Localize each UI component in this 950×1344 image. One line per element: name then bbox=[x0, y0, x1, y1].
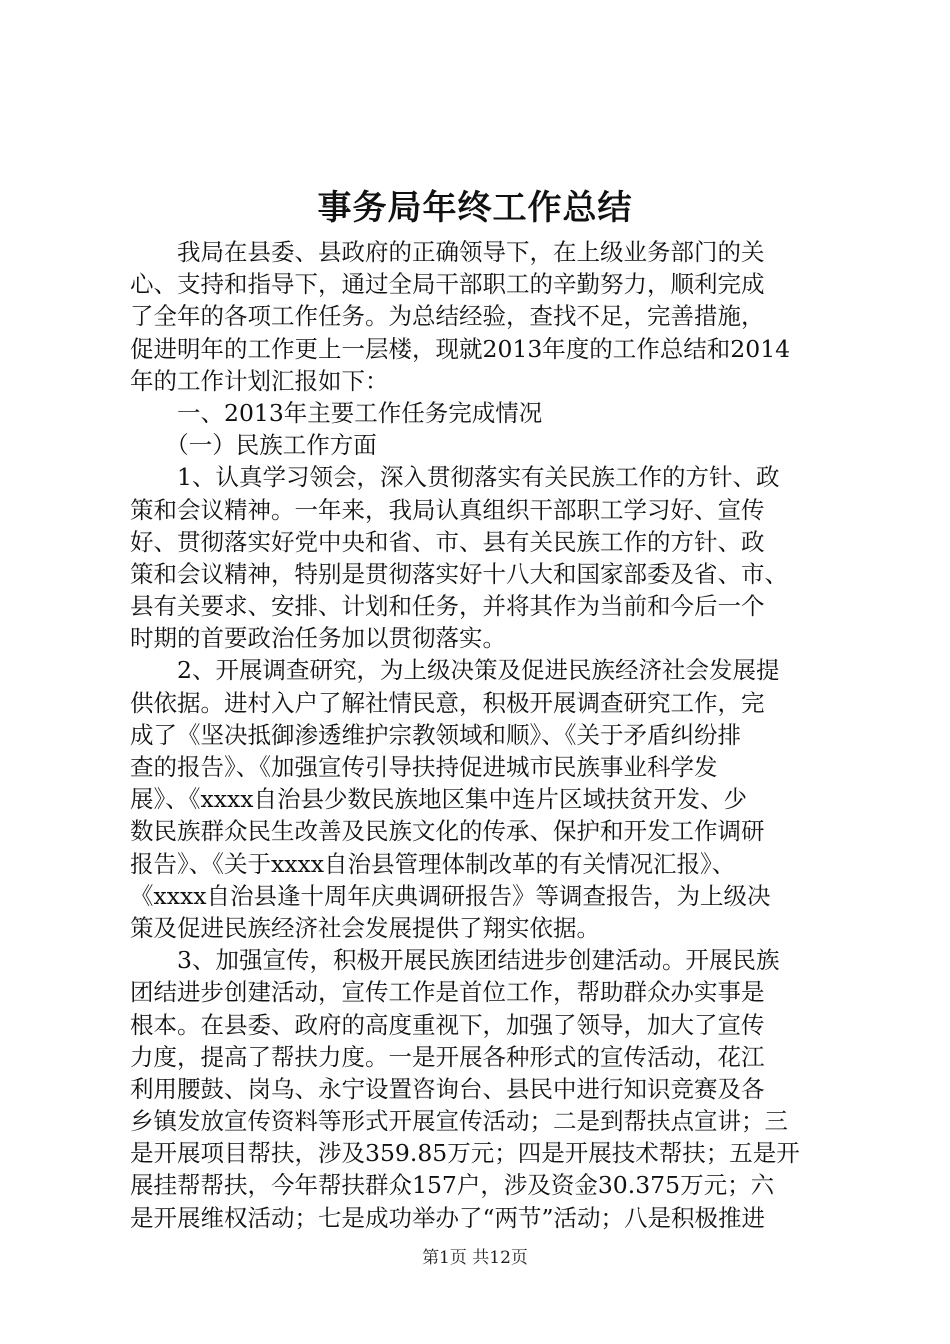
text-line: 是开展维权活动；七是成功举办了“两节”活动；八是积极推进 bbox=[130, 1203, 766, 1232]
text-line: 展》、《xxxx自治县少数民族地区集中连片区域扶贫开发、少 bbox=[130, 785, 748, 814]
text-line: 团结进步创建活动，宣传工作是首位工作，帮助群众办实事是 bbox=[130, 978, 765, 1007]
text-line: 是开展项目帮扶，涉及359.85万元；四是开展技术帮扶；五是开 bbox=[130, 1139, 800, 1168]
text-line: 利用腰鼓、岗乌、永宁设置咨询台、县民中进行知识竞赛及各 bbox=[130, 1074, 765, 1103]
text-line: 策和会议精神。一年来，我局认真组织干部职工学习好、宣传 bbox=[130, 495, 765, 524]
subsection-heading: （一）民族工作方面 bbox=[130, 431, 377, 460]
text-line: 根本。在县委、政府的高度重视下，加强了领导，加大了宣传 bbox=[130, 1010, 765, 1039]
text-line: 县有关要求、安排、计划和任务，并将其作为当前和今后一个 bbox=[130, 592, 765, 621]
text-line: 供依据。进村入户了解社情民意，积极开展调查研究工作，完 bbox=[130, 688, 765, 717]
text-line: 好、贯彻落实好党中央和省、市、县有关民族工作的方针、政 bbox=[130, 527, 765, 556]
text-line: 策及促进民族经济社会发展提供了翔实依据。 bbox=[130, 913, 600, 942]
document-title: 事务局年终工作总结 bbox=[317, 188, 633, 228]
text-line: 2、开展调查研究，为上级决策及促进民族经济社会发展提 bbox=[130, 656, 780, 685]
text-line: 3、加强宣传，积极开展民族团结进步创建活动。开展民族 bbox=[130, 946, 780, 975]
text-line: 展挂帮帮扶，今年帮扶群众157户，涉及资金30.375万元；六 bbox=[130, 1171, 775, 1200]
text-line: 乡镇发放宣传资料等形式开展宣传活动；二是到帮扶点宣讲；三 bbox=[130, 1107, 788, 1136]
text-line: 成了《坚决抵御渗透维护宗教领域和顺》、《关于矛盾纠纷排 bbox=[130, 720, 741, 749]
text-line: 1、认真学习领会，深入贯彻落实有关民族工作的方针、政 bbox=[130, 463, 780, 492]
text-line: 了全年的各项工作任务。为总结经验，查找不足，完善措施， bbox=[130, 302, 765, 331]
text-line: 查的报告》、《加强宣传引导扶持促进城市民族事业科学发 bbox=[130, 753, 718, 781]
text-line: 心、支持和指导下，通过全局干部职工的辛勤努力，顺利完成 bbox=[130, 270, 765, 299]
text-line: 时期的首要政治任务加以贯彻落实。 bbox=[130, 624, 506, 653]
text-line: 促进明年的工作更上一层楼，现就2013年度的工作总结和2014 bbox=[130, 334, 791, 363]
document-body bbox=[130, 236, 830, 1234]
text-line: 数民族群众民生改善及民族文化的传承、保护和开发工作调研 bbox=[130, 817, 765, 846]
text-line: 报告》、《关于xxxx自治县管理体制改革的有关情况汇报》、 bbox=[130, 849, 736, 878]
text-line: 力度，提高了帮扶力度。一是开展各种形式的宣传活动，花江 bbox=[130, 1042, 765, 1071]
text-line: 我局在县委、县政府的正确领导下，在上级业务部门的关 bbox=[130, 238, 765, 266]
section-heading: 一、2013年主要工作任务完成情况 bbox=[130, 398, 543, 427]
text-line: 《xxxx自治县逢十周年庆典调研报告》等调查报告，为上级决 bbox=[130, 881, 771, 910]
text-line: 年的工作计划汇报如下： bbox=[130, 366, 389, 395]
text-line: 策和会议精神，特别是贯彻落实好十八大和国家部委及省、市、 bbox=[130, 559, 788, 588]
page-footer: 第1页 共12页 bbox=[422, 1248, 528, 1268]
